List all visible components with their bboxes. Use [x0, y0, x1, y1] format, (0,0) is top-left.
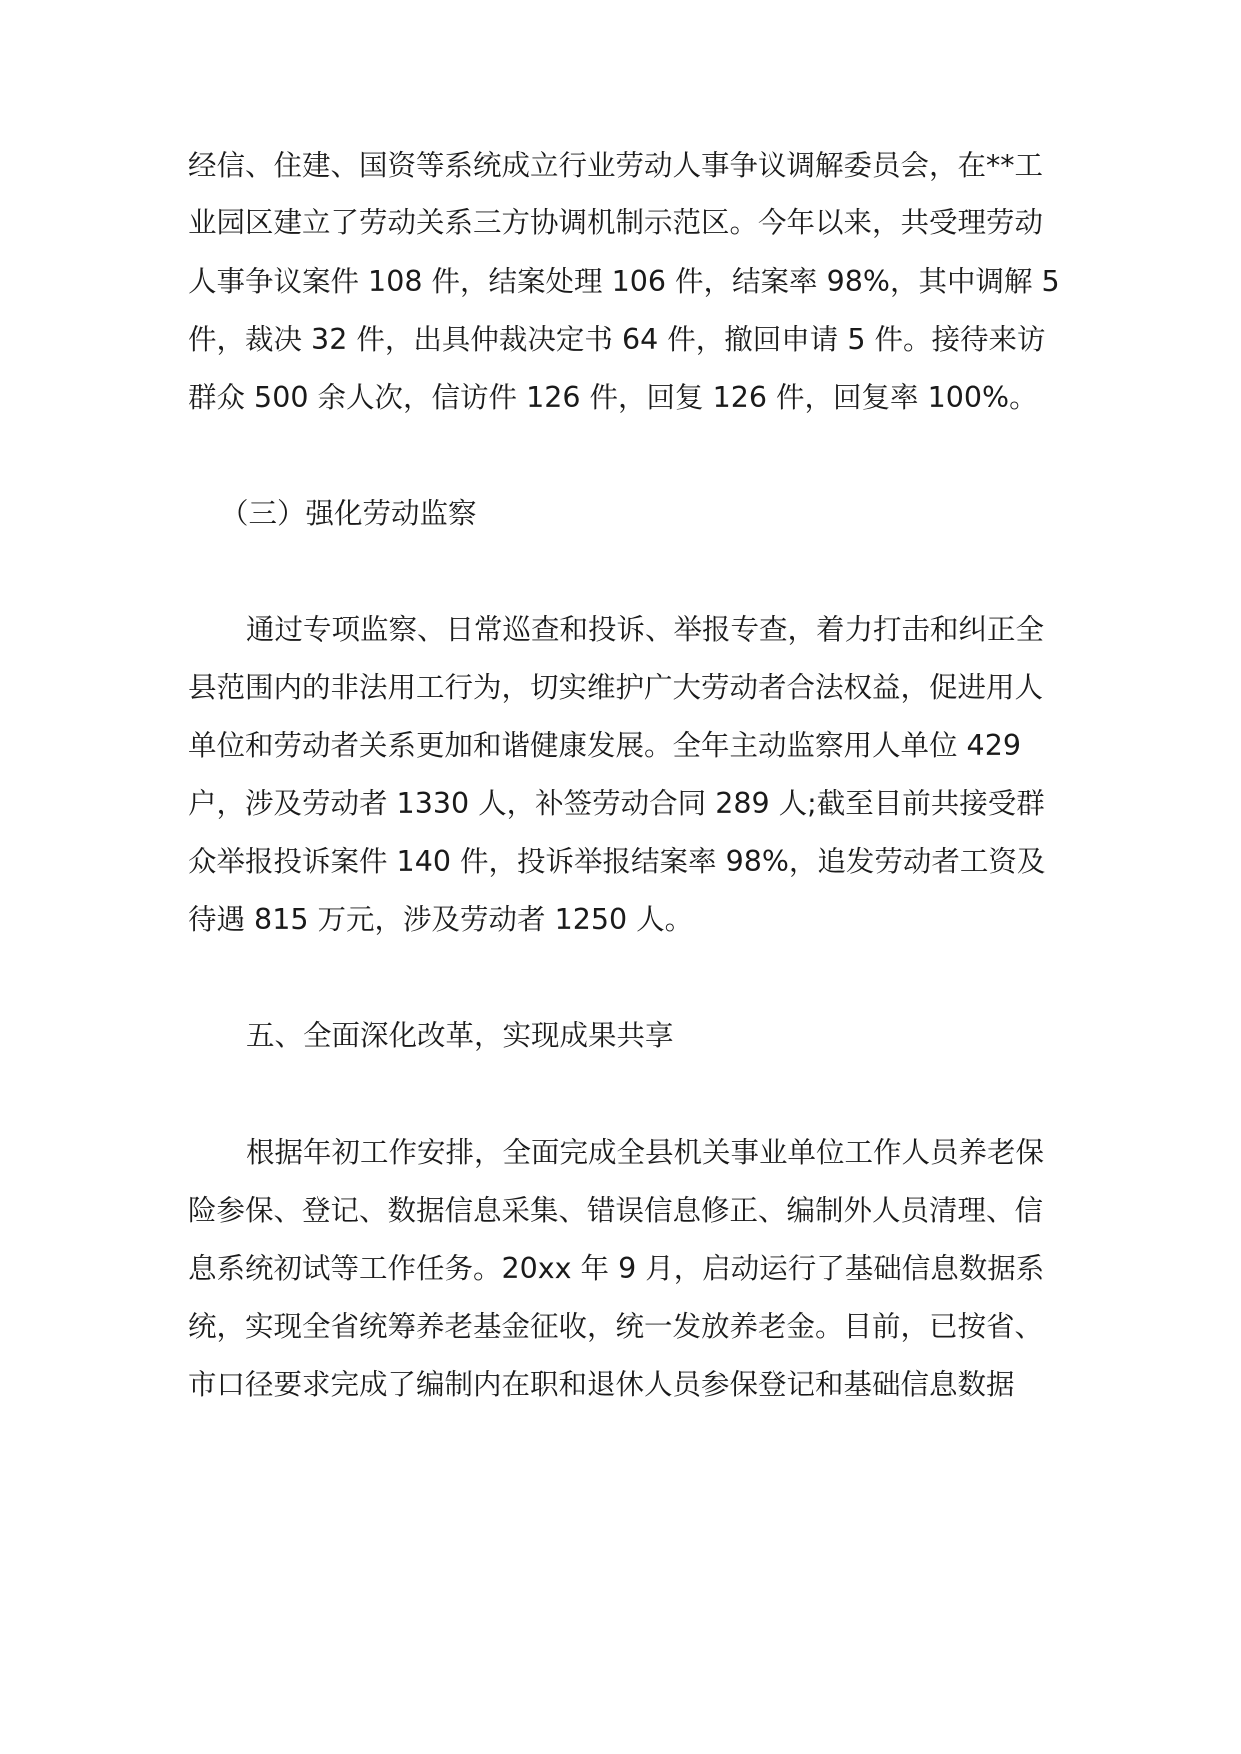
paragraph-line: 单位和劳动者关系更加和谐健康发展。全年主动监察用人单位 429 — [188, 729, 1021, 762]
paragraph-line: 众举报投诉案件 140 件，投诉举报结案率 98%，追发劳动者工资及 — [188, 845, 1046, 878]
section-heading: （三）强化劳动监察 — [220, 497, 477, 530]
paragraph-line: 经信、住建、国资等系统成立行业劳动人事争议调解委员会，在**工 — [188, 149, 1044, 182]
paragraph-line: 统，实现全省统筹养老基金征收，统一发放养老金。目前，已按省、 — [188, 1310, 1044, 1343]
paragraph-line: 人事争议案件 108 件，结案处理 106 件，结案率 98%，其中调解 5 — [188, 265, 1060, 298]
section-heading: 五、全面深化改革，实现成果共享 — [246, 1019, 674, 1052]
paragraph-line: 户，涉及劳动者 1330 人，补签劳动合同 289 人;截至目前共接受群 — [188, 787, 1045, 820]
paragraph-line: 市口径要求完成了编制内在职和退休人员参保登记和基础信息数据 — [188, 1368, 1015, 1401]
paragraph-line: 县范围内的非法用工行为，切实维护广大劳动者合法权益，促进用人 — [188, 671, 1044, 704]
paragraph-line: 件，裁决 32 件，出具仲裁决定书 64 件，撤回申请 5 件。接待来访 — [188, 323, 1046, 356]
paragraph-line: 息系统初试等工作任务。20xx 年 9 月，启动运行了基础信息数据系 — [188, 1252, 1045, 1285]
paragraph-line: 通过专项监察、日常巡查和投诉、举报专查，着力打击和纠正全 — [246, 613, 1045, 646]
paragraph-line: 群众 500 余人次，信访件 126 件，回复 126 件，回复率 100%。 — [188, 381, 1038, 414]
paragraph-line: 业园区建立了劳动关系三方协调机制示范区。今年以来，共受理劳动 — [188, 206, 1044, 239]
paragraph-line: 险参保、登记、数据信息采集、错误信息修正、编制外人员清理、信 — [188, 1194, 1044, 1227]
paragraph-line: 待遇 815 万元，涉及劳动者 1250 人。 — [188, 903, 694, 936]
paragraph-line: 根据年初工作安排，全面完成全县机关事业单位工作人员养老保 — [246, 1136, 1045, 1169]
